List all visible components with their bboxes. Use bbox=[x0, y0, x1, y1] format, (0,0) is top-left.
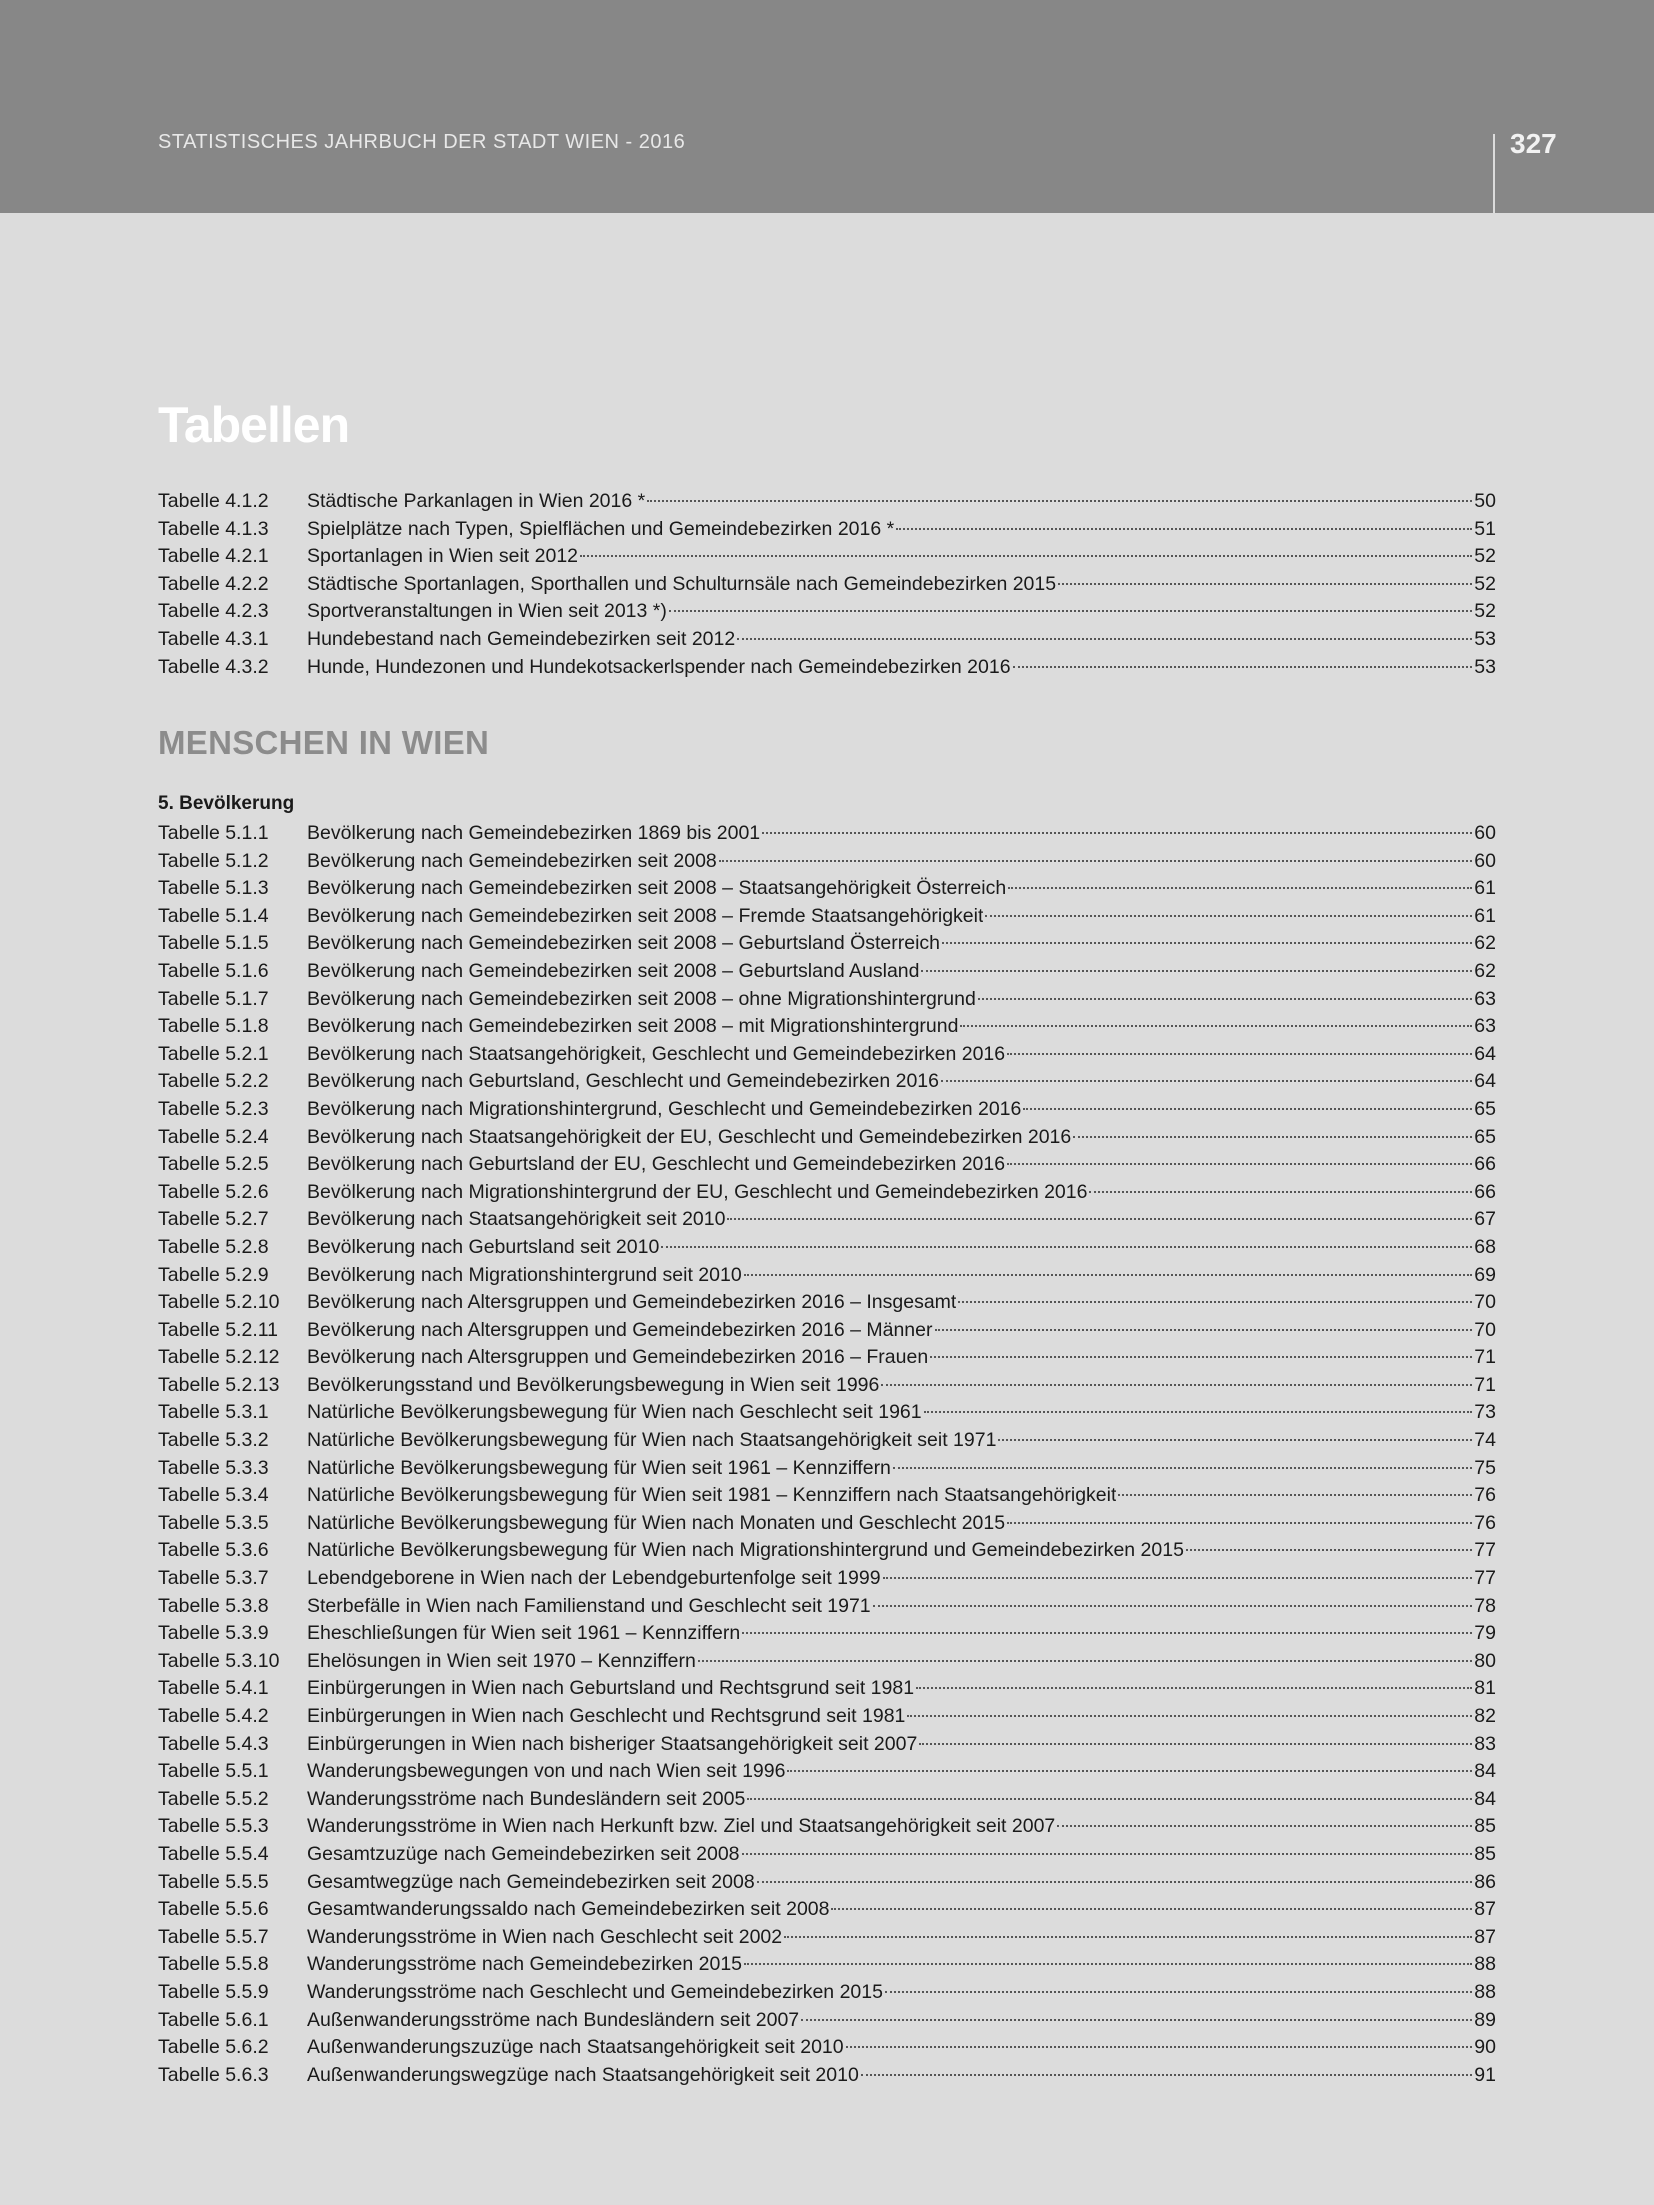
toc-entry-title: Bevölkerung nach Gemeindebezirken seit 2008 – Geburtsland Österreich bbox=[307, 932, 941, 955]
toc-entry-title: Sportanlagen in Wien seit 2012 bbox=[307, 545, 579, 568]
toc-entry-page: 83 bbox=[1474, 1732, 1496, 1755]
toc-entry-label: Tabelle 5.2.3 bbox=[158, 1097, 269, 1120]
toc-entry-page: 81 bbox=[1474, 1677, 1496, 1700]
toc-entry-label: Tabelle 5.2.7 bbox=[158, 1208, 269, 1231]
toc-entry-label: Tabelle 5.1.2 bbox=[158, 849, 269, 872]
toc-entry[interactable] bbox=[158, 1068, 1496, 1096]
toc-entry-title: Natürliche Bevölkerungsbewegung für Wien nach Monaten und Geschlecht 2015 bbox=[307, 1511, 1006, 1534]
toc-entry[interactable] bbox=[158, 1731, 1496, 1759]
toc-entry-label: Tabelle 4.1.2 bbox=[158, 490, 269, 512]
page-number: 327 bbox=[1510, 128, 1557, 159]
toc-entry-title: Bevölkerung nach Geburtsland, Geschlecht und Gemeindebezirken 2016 bbox=[307, 1070, 939, 1093]
toc-entry-title: Gesamtwanderungssaldo nach Gemeindebezirken seit 2008 bbox=[307, 1898, 830, 1921]
toc-entry-title: Bevölkerung nach Gemeindebezirken seit 2008 – ohne Migrationshintergrund bbox=[307, 987, 976, 1010]
toc-entry[interactable] bbox=[158, 1703, 1496, 1731]
toc-entry[interactable] bbox=[158, 1786, 1496, 1814]
toc-entry[interactable] bbox=[158, 1593, 1496, 1621]
toc-entry[interactable] bbox=[158, 1344, 1496, 1372]
toc-entry-page: 75 bbox=[1474, 1456, 1496, 1479]
toc-entry-title: Einbürgerungen in Wien nach bisheriger Staatsangehörigkeit seit 2007 bbox=[307, 1732, 918, 1755]
toc-entry-label: Tabelle 5.5.5 bbox=[158, 1870, 269, 1893]
toc-entry-label: Tabelle 5.5.7 bbox=[158, 1925, 269, 1948]
toc-entry-title: Bevölkerung nach Gemeindebezirken seit 2008 bbox=[307, 849, 717, 872]
toc-entry-title: Wanderungsbewegungen von und nach Wien seit 1996 bbox=[307, 1760, 786, 1783]
toc-dot-leader bbox=[1073, 1136, 1472, 1138]
toc-entry-page: 73 bbox=[1474, 1401, 1496, 1424]
toc-dot-leader bbox=[742, 1853, 1473, 1855]
toc-dot-leader bbox=[978, 998, 1472, 1000]
toc-entry-title: Wanderungsströme in Wien nach Geschlecht seit 2002 bbox=[307, 1925, 783, 1948]
toc-entry-title: Natürliche Bevölkerungsbewegung für Wien nach Migrationshintergrund und Gemeindebezirken 2015 bbox=[307, 1539, 1184, 1562]
toc-entry-title: Sportveranstaltungen in Wien seit 2013 *) bbox=[307, 600, 667, 623]
toc-entry-label: Tabelle 5.3.1 bbox=[158, 1401, 269, 1424]
toc-entry-page: 51 bbox=[1474, 517, 1496, 540]
toc-entry-label: Tabelle 5.1.7 bbox=[158, 987, 269, 1010]
toc-entry-label: Tabelle 4.2.2 bbox=[158, 572, 269, 595]
toc-dot-leader bbox=[661, 1246, 1472, 1248]
toc-entry-label: Tabelle 4.2.1 bbox=[158, 545, 269, 568]
toc-entry-label: Tabelle 5.1.8 bbox=[158, 1015, 269, 1038]
toc-entry-page: 84 bbox=[1474, 1760, 1496, 1783]
toc-entry-title: Bevölkerung nach Staatsangehörigkeit seit 2010 bbox=[307, 1208, 726, 1231]
toc-dot-leader bbox=[942, 942, 1472, 944]
toc-dot-leader bbox=[861, 2074, 1472, 2076]
toc-entry-page: 65 bbox=[1474, 1097, 1496, 1120]
toc-entry-label: Tabelle 5.2.2 bbox=[158, 1070, 269, 1093]
toc-dot-leader bbox=[1007, 1522, 1472, 1524]
toc-entry-label: Tabelle 5.5.9 bbox=[158, 1980, 269, 2003]
toc-entry-page: 85 bbox=[1474, 1815, 1496, 1838]
toc-entry[interactable] bbox=[158, 986, 1496, 1014]
toc-dot-leader bbox=[784, 1936, 1472, 1938]
toc-entry-label: Tabelle 5.2.6 bbox=[158, 1180, 269, 1203]
toc-dot-leader bbox=[742, 1632, 1472, 1634]
toc-entry-label: Tabelle 5.5.4 bbox=[158, 1842, 269, 1865]
toc-entry[interactable] bbox=[158, 1482, 1496, 1510]
toc-entry-title: Bevölkerung nach Gemeindebezirken seit 2008 – Fremde Staatsangehörigkeit bbox=[307, 904, 984, 927]
toc-dot-leader bbox=[1057, 1825, 1472, 1827]
toc-dot-leader bbox=[1007, 1053, 1472, 1055]
toc-entry[interactable] bbox=[158, 958, 1496, 986]
toc-dot-leader bbox=[924, 1411, 1473, 1413]
toc-dot-leader bbox=[885, 1991, 1472, 1993]
toc-entry[interactable] bbox=[158, 903, 1496, 931]
toc-entry-title: Bevölkerung nach Staatsangehörigkeit, Geschlecht und Gemeindebezirken 2016 bbox=[307, 1042, 1006, 1065]
toc-entry[interactable] bbox=[158, 1262, 1496, 1290]
toc-entry-page: 52 bbox=[1474, 600, 1496, 623]
toc-entry-page: 80 bbox=[1474, 1649, 1496, 1672]
toc-entry[interactable] bbox=[158, 1372, 1496, 1400]
toc-entry-title: Ehelösungen in Wien seit 1970 – Kennziffern bbox=[307, 1649, 696, 1672]
toc-dot-leader bbox=[941, 1080, 1472, 1082]
toc-list-second bbox=[158, 820, 1496, 2089]
toc-dot-leader bbox=[846, 2046, 1473, 2048]
toc-entry-page: 62 bbox=[1474, 932, 1496, 955]
toc-entry-page: 79 bbox=[1474, 1622, 1496, 1645]
toc-entry-title: Wanderungsströme in Wien nach Herkunft bzw. Ziel und Staatsangehörigkeit seit 2007 bbox=[307, 1815, 1056, 1838]
toc-entry-page: 84 bbox=[1474, 1787, 1496, 1810]
toc-entry-title: Bevölkerung nach Migrationshintergrund, Geschlecht und Gemeindebezirken 2016 bbox=[307, 1097, 1022, 1120]
toc-entry[interactable] bbox=[158, 1813, 1496, 1841]
toc-entry-label: Tabelle 5.3.7 bbox=[158, 1567, 269, 1590]
toc-entry[interactable] bbox=[158, 2007, 1496, 2035]
toc-entry-title: Lebendgeborene in Wien nach der Lebendgeburtenfolge seit 1999 bbox=[307, 1567, 881, 1590]
toc-entry[interactable] bbox=[158, 930, 1496, 958]
toc-entry-title: Einbürgerungen in Wien nach Geburtsland und Rechtsgrund seit 1981 bbox=[307, 1677, 915, 1700]
toc-entry-page: 85 bbox=[1474, 1842, 1496, 1865]
toc-entry-title: Natürliche Bevölkerungsbewegung für Wien nach Staatsangehörigkeit seit 1971 bbox=[307, 1429, 997, 1452]
toc-dot-leader bbox=[831, 1908, 1472, 1910]
toc-dot-leader bbox=[873, 1605, 1473, 1607]
toc-dot-leader bbox=[727, 1218, 1472, 1220]
toc-entry-title: Bevölkerung nach Geburtsland der EU, Geschlecht und Gemeindebezirken 2016 bbox=[307, 1153, 1006, 1176]
toc-entry-label: Tabelle 5.5.8 bbox=[158, 1953, 269, 1976]
toc-entry-title: Städtische Parkanlagen in Wien 2016 * bbox=[307, 490, 646, 512]
toc-entry-label: Tabelle 5.1.3 bbox=[158, 877, 269, 900]
toc-entry-title: Bevölkerung nach Altersgruppen und Gemeindebezirken 2016 – Männer bbox=[307, 1318, 933, 1341]
toc-entry[interactable] bbox=[158, 1013, 1496, 1041]
toc-dot-leader bbox=[893, 1467, 1472, 1469]
toc-entry-title: Hundebestand nach Gemeindebezirken seit 2012 bbox=[307, 627, 736, 650]
toc-entry-page: 63 bbox=[1474, 1015, 1496, 1038]
toc-entry-page: 63 bbox=[1474, 987, 1496, 1010]
toc-dot-leader bbox=[698, 1660, 1472, 1662]
toc-entry-title: Wanderungsströme nach Geschlecht und Gemeindebezirken 2015 bbox=[307, 1980, 883, 2003]
toc-entry[interactable] bbox=[158, 1179, 1496, 1207]
toc-entry-page: 66 bbox=[1474, 1153, 1496, 1176]
toc-entry-page: 52 bbox=[1474, 572, 1496, 595]
toc-dot-leader bbox=[1008, 887, 1472, 889]
toc-entry-page: 90 bbox=[1474, 2036, 1496, 2059]
toc-entry-title: Bevölkerung nach Gemeindebezirken 1869 bis 2001 bbox=[307, 822, 761, 844]
toc-entry-title: Natürliche Bevölkerungsbewegung für Wien seit 1961 – Kennziffern bbox=[307, 1456, 891, 1479]
toc-entry-title: Städtische Sportanlagen, Sporthallen und Schulturnsäle nach Gemeindebezirken 2015 bbox=[307, 572, 1057, 595]
toc-dot-leader bbox=[762, 832, 1472, 834]
toc-entry[interactable] bbox=[158, 848, 1496, 876]
toc-entry[interactable] bbox=[158, 1041, 1496, 1069]
toc-entry-label: Tabelle 5.6.3 bbox=[158, 2063, 269, 2086]
toc-entry-title: Wanderungsströme nach Bundesländern seit 2005 bbox=[307, 1787, 746, 1810]
toc-entry-title: Außenwanderungszuzüge nach Staatsangehörigkeit seit 2010 bbox=[307, 2036, 844, 2059]
toc-entry[interactable] bbox=[158, 1675, 1496, 1703]
toc-dot-leader bbox=[916, 1687, 1472, 1689]
toc-entry-label: Tabelle 5.2.11 bbox=[158, 1318, 278, 1341]
page-title: Tabellen bbox=[158, 397, 350, 453]
toc-dot-leader bbox=[881, 1384, 1472, 1386]
header-divider bbox=[1493, 134, 1495, 213]
toc-dot-leader bbox=[919, 1743, 1472, 1745]
toc-entry-label: Tabelle 5.2.9 bbox=[158, 1263, 269, 1286]
toc-dot-leader bbox=[744, 1963, 1472, 1965]
toc-entry-page: 86 bbox=[1474, 1870, 1496, 1893]
toc-entry-title: Natürliche Bevölkerungsbewegung für Wien nach Geschlecht seit 1961 bbox=[307, 1401, 922, 1424]
toc-dot-leader bbox=[747, 1798, 1472, 1800]
toc-entry[interactable] bbox=[158, 1979, 1496, 2007]
toc-entry[interactable] bbox=[158, 1151, 1496, 1179]
toc-entry-title: Bevölkerung nach Gemeindebezirken seit 2008 – mit Migrationshintergrund bbox=[307, 1015, 959, 1038]
toc-entry-label: Tabelle 5.3.3 bbox=[158, 1456, 269, 1479]
toc-entry-title: Spielplätze nach Typen, Spielflächen und Gemeindebezirken 2016 * bbox=[307, 517, 895, 540]
toc-entry[interactable] bbox=[158, 1289, 1496, 1317]
toc-entry[interactable] bbox=[158, 1648, 1496, 1676]
toc-dot-leader bbox=[985, 915, 1472, 917]
toc-entry-label: Tabelle 5.4.2 bbox=[158, 1705, 269, 1727]
toc-dot-leader bbox=[896, 528, 1472, 530]
toc-entry-label: Tabelle 5.1.1 bbox=[158, 822, 269, 844]
toc-entry-page: 64 bbox=[1474, 1070, 1496, 1093]
toc-entry-label: Tabelle 5.6.2 bbox=[158, 2036, 269, 2059]
toc-entry[interactable] bbox=[158, 1565, 1496, 1593]
toc-entry-label: Tabelle 4.1.3 bbox=[158, 517, 269, 540]
toc-dot-leader bbox=[907, 1715, 1472, 1717]
toc-entry-title: Bevölkerung nach Altersgruppen und Gemeindebezirken 2016 – Frauen bbox=[307, 1346, 929, 1369]
toc-entry-label: Tabelle 5.2.10 bbox=[158, 1291, 280, 1314]
toc-entry[interactable] bbox=[158, 1206, 1496, 1234]
publication-title: STATISTISCHES JAHRBUCH DER STADT WIEN - 2016 bbox=[158, 131, 686, 153]
toc-dot-leader bbox=[757, 1881, 1473, 1883]
toc-entry-title: Bevölkerung nach Migrationshintergrund der EU, Geschlecht und Gemeindebezirken 2016 bbox=[307, 1180, 1088, 1203]
toc-dot-leader bbox=[1058, 583, 1472, 585]
toc-entry[interactable] bbox=[158, 598, 1496, 626]
toc-entry-title: Wanderungsströme nach Gemeindebezirken 2015 bbox=[307, 1953, 743, 1976]
toc-dot-leader bbox=[669, 610, 1472, 612]
toc-entry-page: 70 bbox=[1474, 1318, 1496, 1341]
toc-entry-title: Bevölkerung nach Gemeindebezirken seit 2008 – Staatsangehörigkeit Österreich bbox=[307, 877, 1007, 900]
toc-entry-page: 68 bbox=[1474, 1235, 1496, 1258]
toc-dot-leader bbox=[935, 1329, 1473, 1331]
toc-entry[interactable] bbox=[158, 571, 1496, 599]
toc-entry-page: 76 bbox=[1474, 1511, 1496, 1534]
toc-dot-leader bbox=[921, 970, 1472, 972]
toc-entry-label: Tabelle 5.5.6 bbox=[158, 1898, 269, 1921]
toc-entry-title: Bevölkerung nach Geburtsland seit 2010 bbox=[307, 1235, 660, 1258]
toc-dot-leader bbox=[1023, 1108, 1472, 1110]
toc-entry-title: Bevölkerung nach Migrationshintergrund seit 2010 bbox=[307, 1263, 742, 1286]
toc-entry-page: 91 bbox=[1474, 2063, 1496, 2086]
toc-entry[interactable] bbox=[158, 654, 1496, 682]
toc-entry[interactable] bbox=[158, 820, 1496, 848]
toc-entry-label: Tabelle 5.3.10 bbox=[158, 1649, 280, 1672]
toc-entry-label: Tabelle 5.3.9 bbox=[158, 1622, 269, 1645]
toc-entry-page: 87 bbox=[1474, 1925, 1496, 1948]
toc-entry-title: Außenwanderungsströme nach Bundesländern seit 2007 bbox=[307, 2008, 800, 2031]
toc-entry[interactable] bbox=[158, 875, 1496, 903]
toc-entry-title: Sterbefälle in Wien nach Familienstand und Geschlecht seit 1971 bbox=[307, 1594, 871, 1617]
toc-list-first bbox=[158, 488, 1496, 681]
toc-entry-label: Tabelle 5.2.4 bbox=[158, 1125, 269, 1148]
toc-dot-leader bbox=[960, 1025, 1472, 1027]
toc-entry-page: 87 bbox=[1474, 1898, 1496, 1921]
toc-entry[interactable] bbox=[158, 1234, 1496, 1262]
toc-entry-page: 74 bbox=[1474, 1429, 1496, 1452]
toc-entry-page: 61 bbox=[1474, 904, 1496, 927]
toc-entry-page: 65 bbox=[1474, 1125, 1496, 1148]
toc-dot-leader bbox=[998, 1439, 1472, 1441]
toc-entry-title: Gesamtzuzüge nach Gemeindebezirken seit 2008 bbox=[307, 1842, 740, 1865]
toc-entry[interactable] bbox=[158, 1896, 1496, 1924]
toc-entry-page: 60 bbox=[1474, 822, 1496, 844]
toc-dot-leader bbox=[930, 1356, 1472, 1358]
toc-entry-title: Hunde, Hundezonen und Hundekotsackerlspender nach Gemeindebezirken 2016 bbox=[307, 655, 1011, 678]
toc-entry-label: Tabelle 5.2.12 bbox=[158, 1346, 280, 1369]
toc-entry-label: Tabelle 5.3.6 bbox=[158, 1539, 269, 1562]
toc-entry-page: 60 bbox=[1474, 849, 1496, 872]
toc-entry[interactable] bbox=[158, 1317, 1496, 1345]
toc-entry[interactable] bbox=[158, 1427, 1496, 1455]
toc-entry-label: Tabelle 5.2.8 bbox=[158, 1235, 269, 1258]
toc-entry-page: 71 bbox=[1474, 1346, 1496, 1369]
toc-entry-page: 50 bbox=[1474, 490, 1496, 512]
toc-entry-title: Bevölkerungsstand und Bevölkerungsbewegung in Wien seit 1996 bbox=[307, 1373, 880, 1396]
toc-entry-label: Tabelle 4.3.1 bbox=[158, 627, 269, 650]
toc-entry-title: Bevölkerung nach Staatsangehörigkeit der EU, Geschlecht und Gemeindebezirken 2016 bbox=[307, 1125, 1072, 1148]
toc-dot-leader bbox=[744, 1274, 1473, 1276]
toc-entry-label: Tabelle 5.3.2 bbox=[158, 1429, 269, 1452]
toc-entry-page: 88 bbox=[1474, 1980, 1496, 2003]
toc-entry-label: Tabelle 5.2.13 bbox=[158, 1373, 280, 1396]
toc-entry-page: 70 bbox=[1474, 1291, 1496, 1314]
toc-dot-leader bbox=[1007, 1163, 1472, 1165]
toc-entry-title: Außenwanderungswegzüge nach Staatsangehörigkeit seit 2010 bbox=[307, 2063, 859, 2086]
toc-entry-title: Eheschließungen für Wien seit 1961 – Kennziffern bbox=[307, 1622, 741, 1645]
toc-entry-title: Einbürgerungen in Wien nach Geschlecht und Rechtsgrund seit 1981 bbox=[307, 1705, 906, 1727]
subsection-heading: 5. Bevölkerung bbox=[158, 793, 295, 814]
toc-dot-leader bbox=[1013, 666, 1473, 668]
toc-entry-label: Tabelle 5.2.1 bbox=[158, 1042, 269, 1065]
toc-entry[interactable] bbox=[158, 1096, 1496, 1124]
toc-entry-page: 52 bbox=[1474, 545, 1496, 568]
toc-dot-leader bbox=[647, 500, 1472, 502]
toc-dot-leader bbox=[801, 2019, 1472, 2021]
toc-dot-leader bbox=[1118, 1494, 1472, 1496]
toc-entry-title: Bevölkerung nach Altersgruppen und Gemeindebezirken 2016 – Insgesamt bbox=[307, 1291, 957, 1314]
page-header bbox=[0, 0, 1654, 213]
section-heading: MENSCHEN IN WIEN bbox=[158, 724, 490, 761]
toc-entry-page: 62 bbox=[1474, 959, 1496, 982]
toc-entry[interactable] bbox=[158, 1758, 1496, 1786]
toc-entry-page: 71 bbox=[1474, 1373, 1496, 1396]
toc-entry-page: 77 bbox=[1474, 1539, 1496, 1562]
toc-entry-label: Tabelle 5.3.4 bbox=[158, 1484, 269, 1507]
toc-entry-page: 66 bbox=[1474, 1180, 1496, 1203]
toc-entry-label: Tabelle 4.3.2 bbox=[158, 655, 269, 678]
toc-entry-page: 53 bbox=[1474, 627, 1496, 650]
toc-entry[interactable] bbox=[158, 1399, 1496, 1427]
toc-entry-label: Tabelle 5.2.5 bbox=[158, 1153, 269, 1176]
toc-entry[interactable] bbox=[158, 516, 1496, 544]
toc-entry[interactable] bbox=[158, 543, 1496, 571]
toc-entry-page: 67 bbox=[1474, 1208, 1496, 1231]
toc-entry-page: 89 bbox=[1474, 2008, 1496, 2031]
toc-entry-page: 61 bbox=[1474, 877, 1496, 900]
toc-dot-leader bbox=[737, 638, 1472, 640]
toc-entry-title: Natürliche Bevölkerungsbewegung für Wien seit 1981 – Kennziffern nach Staatsangehörigkeit bbox=[307, 1484, 1117, 1507]
toc-entry-label: Tabelle 5.4.3 bbox=[158, 1732, 269, 1755]
toc-entry[interactable] bbox=[158, 1620, 1496, 1648]
toc-entry-label: Tabelle 5.3.5 bbox=[158, 1511, 269, 1534]
toc-entry-page: 77 bbox=[1474, 1567, 1496, 1590]
toc-dot-leader bbox=[580, 555, 1472, 557]
toc-entry-label: Tabelle 5.3.8 bbox=[158, 1594, 269, 1617]
toc-entry[interactable] bbox=[158, 1869, 1496, 1897]
toc-entry-label: Tabelle 5.1.5 bbox=[158, 932, 269, 955]
toc-entry[interactable] bbox=[158, 2034, 1496, 2062]
toc-entry-label: Tabelle 5.5.2 bbox=[158, 1787, 269, 1810]
toc-entry-page: 82 bbox=[1474, 1705, 1496, 1727]
toc-entry[interactable] bbox=[158, 2062, 1496, 2090]
toc-entry[interactable] bbox=[158, 1124, 1496, 1152]
toc-entry[interactable] bbox=[158, 1924, 1496, 1952]
toc-dot-leader bbox=[958, 1301, 1472, 1303]
toc-entry-label: Tabelle 5.4.1 bbox=[158, 1677, 269, 1700]
toc-entry[interactable] bbox=[158, 488, 1496, 516]
toc-entry-title: Bevölkerung nach Gemeindebezirken seit 2008 – Geburtsland Ausland bbox=[307, 959, 920, 982]
toc-entry[interactable] bbox=[158, 1455, 1496, 1483]
toc-entry-page: 76 bbox=[1474, 1484, 1496, 1507]
toc-dot-leader bbox=[1089, 1191, 1472, 1193]
toc-entry-label: Tabelle 4.2.3 bbox=[158, 600, 269, 623]
toc-entry-page: 78 bbox=[1474, 1594, 1496, 1617]
toc-entry[interactable] bbox=[158, 1841, 1496, 1869]
toc-entry[interactable] bbox=[158, 1951, 1496, 1979]
toc-entry-page: 88 bbox=[1474, 1953, 1496, 1976]
toc-dot-leader bbox=[883, 1577, 1473, 1579]
toc-dot-leader bbox=[719, 860, 1473, 862]
toc-entry-page: 69 bbox=[1474, 1263, 1496, 1286]
toc-entry[interactable] bbox=[158, 1510, 1496, 1538]
toc-entry[interactable] bbox=[158, 626, 1496, 654]
toc-entry-page: 53 bbox=[1474, 655, 1496, 678]
toc-dot-leader bbox=[1186, 1549, 1472, 1551]
toc-dot-leader bbox=[787, 1770, 1472, 1772]
toc-entry[interactable] bbox=[158, 1537, 1496, 1565]
toc-entry-title: Gesamtwegzüge nach Gemeindebezirken seit 2008 bbox=[307, 1870, 755, 1893]
toc-entry-label: Tabelle 5.5.1 bbox=[158, 1760, 269, 1783]
toc-entry-label: Tabelle 5.5.3 bbox=[158, 1815, 269, 1838]
toc-entry-label: Tabelle 5.1.6 bbox=[158, 959, 269, 982]
toc-entry-page: 64 bbox=[1474, 1042, 1496, 1065]
toc-entry-label: Tabelle 5.1.4 bbox=[158, 904, 269, 927]
toc-entry-label: Tabelle 5.6.1 bbox=[158, 2008, 269, 2031]
